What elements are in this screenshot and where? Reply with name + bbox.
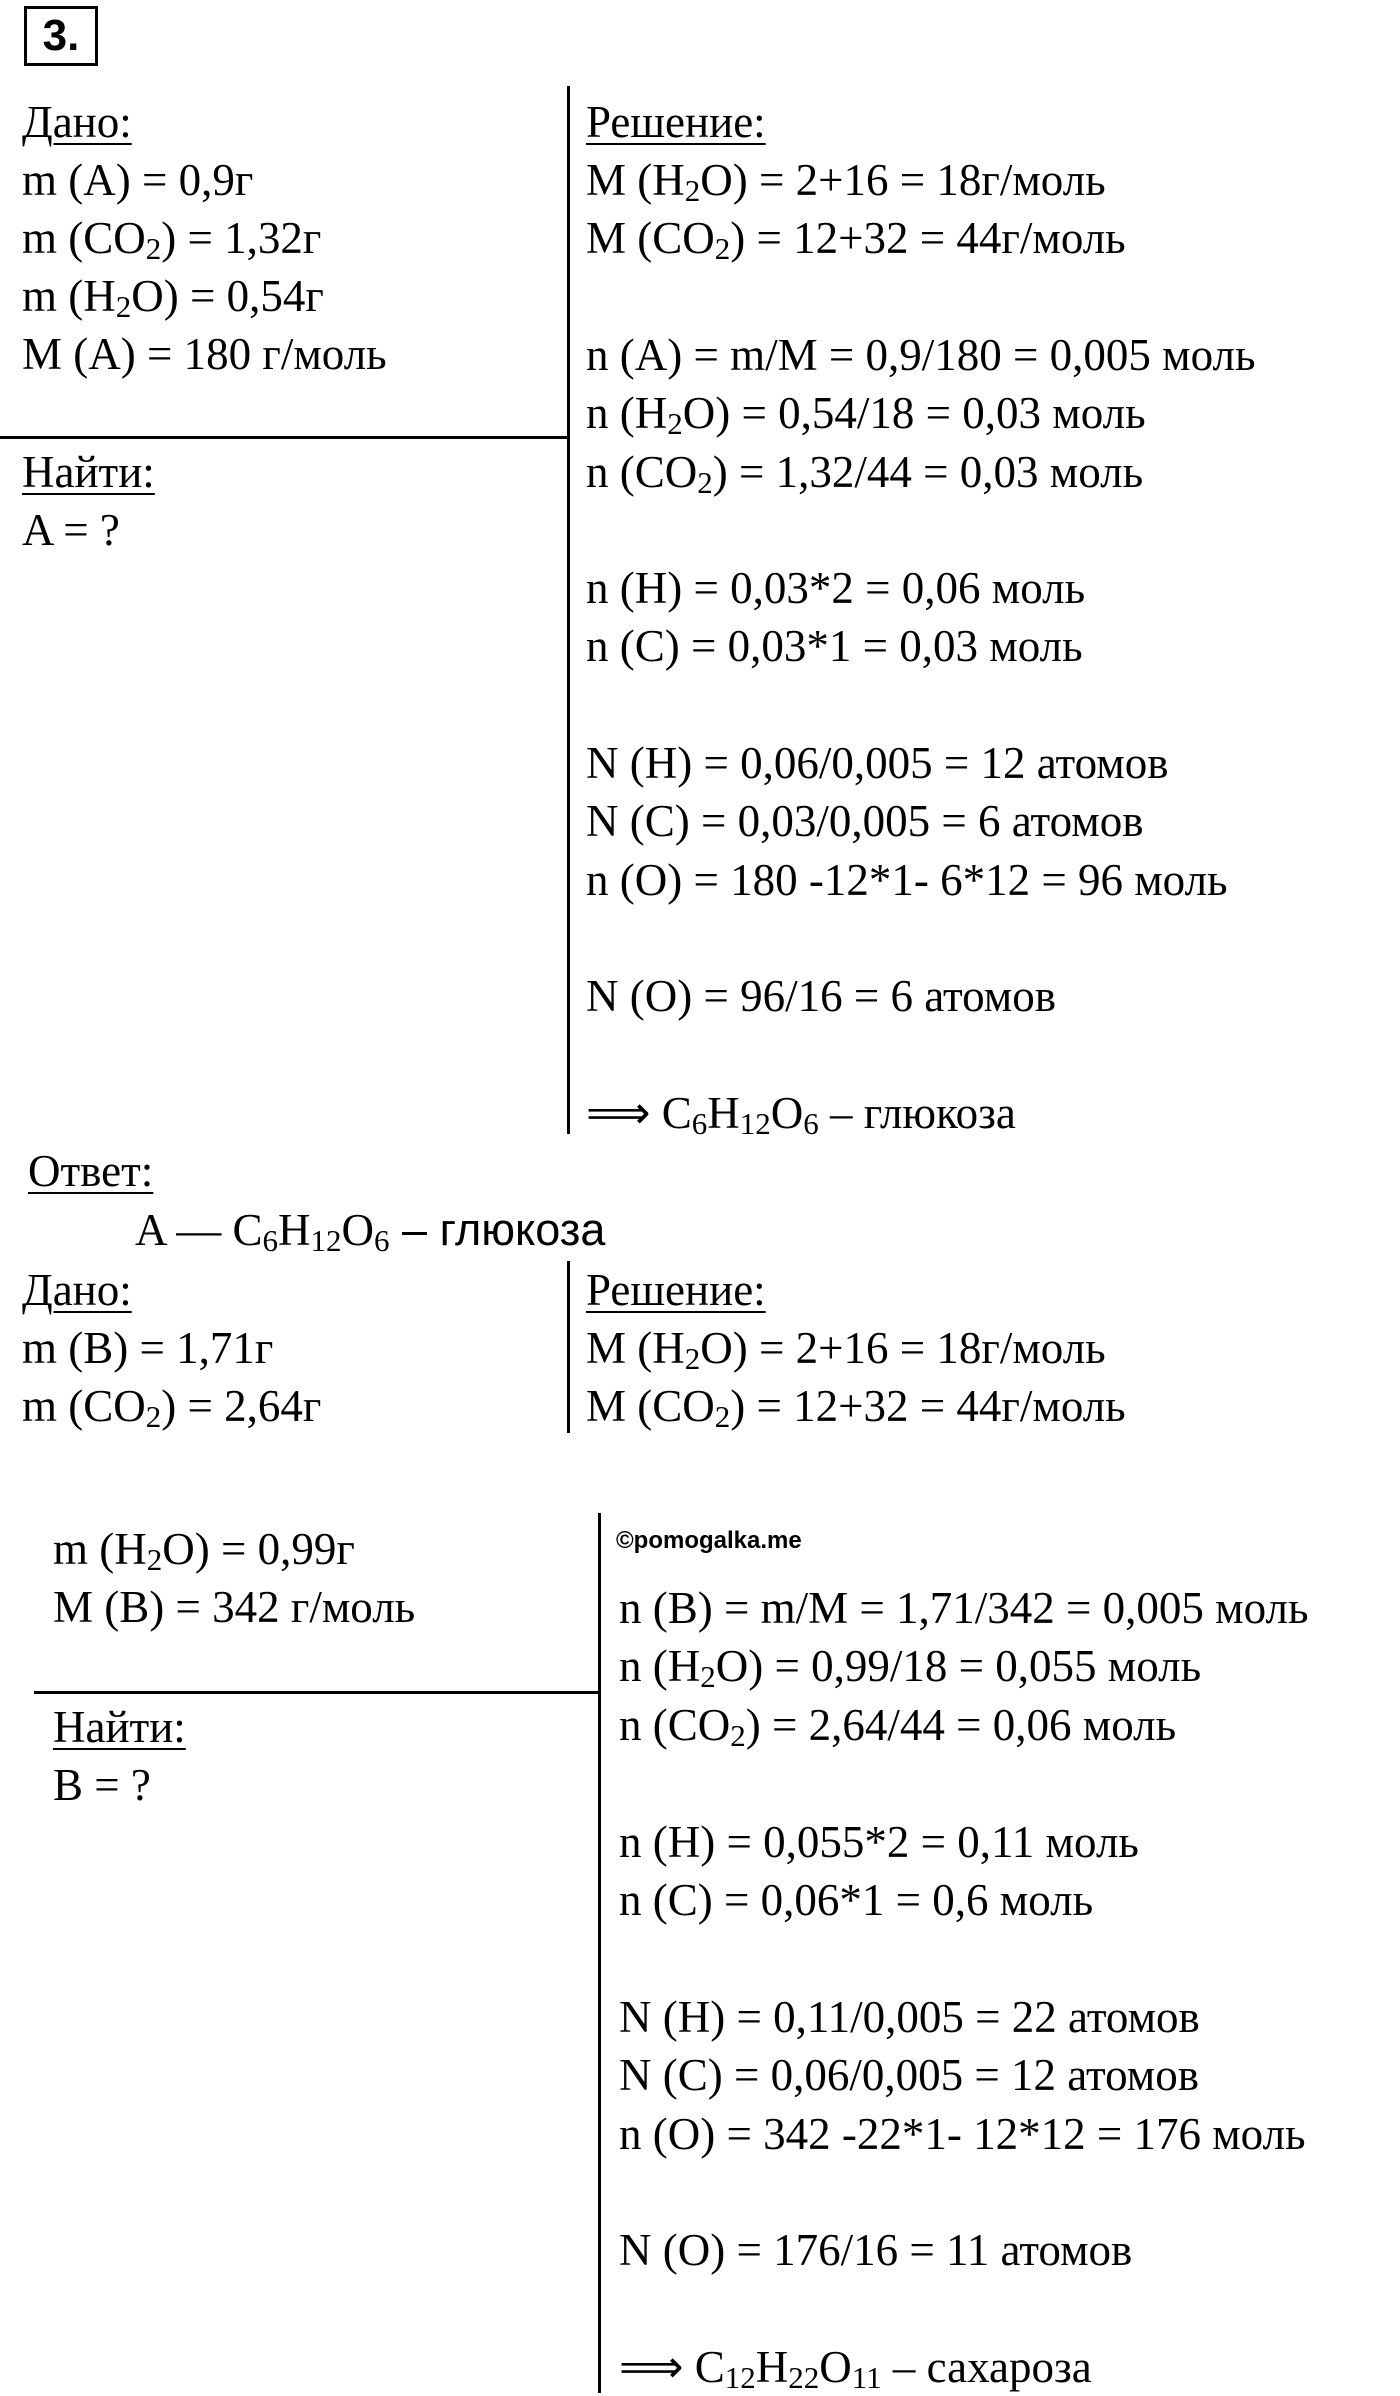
formula-line: n (H) = 0,055*2 = 0,11 моль <box>619 1816 1139 1867</box>
formula-line: n (CO2) = 2,64/44 = 0,06 моль <box>619 1699 1177 1753</box>
given-find-divider <box>0 436 567 439</box>
formula-line: ⟹ C12H22O11 – сахароза <box>619 2342 1092 2396</box>
formula-line: M (CO2) = 12+32 = 44г/моль <box>586 1381 1126 1434</box>
answer-header: Ответ: <box>28 1146 154 1196</box>
formula-line: N (H) = 0,06/0,005 = 12 атомов <box>586 738 1169 788</box>
formula-line: n (B) = m/M = 1,71/342 = 0,005 моль <box>619 1583 1309 1633</box>
formula-line: N (C) = 0,06/0,005 = 12 атомов <box>619 2050 1199 2101</box>
formula-line: m (CO2) = 2,64г <box>22 1381 322 1434</box>
find-header: Найти: <box>22 447 155 497</box>
find-value-2: B = ? <box>53 1760 151 1810</box>
formula-line: ⟹ C6H12O6 – глюкоза <box>586 1087 1016 1141</box>
solution-header-2: Решение: <box>586 1265 766 1315</box>
formula-line: M (H2O) = 2+16 = 18г/моль <box>586 1323 1106 1376</box>
formula-line: N (O) = 96/16 = 6 атомов <box>586 971 1056 1022</box>
solution-divider <box>567 86 570 1134</box>
solution-divider-2-top <box>567 1261 570 1433</box>
formula-line: n (O) = 342 -22*1- 12*12 = 176 моль <box>619 2108 1306 2159</box>
solution-header: Решение: <box>586 97 766 147</box>
formula-line: n (O) = 180 -12*1- 6*12 = 96 моль <box>586 854 1228 905</box>
formula-line: N (C) = 0,03/0,005 = 6 атомов <box>586 796 1144 847</box>
formula-line: n (H2O) = 0,54/18 = 0,03 моль <box>586 388 1146 442</box>
formula-line: m (CO2) = 1,32г <box>22 213 322 266</box>
solution-divider-2-bottom <box>598 1513 601 2393</box>
formula-line: n (H) = 0,03*2 = 0,06 моль <box>586 563 1086 614</box>
given-header-2: Дано: <box>22 1265 132 1315</box>
formula-line: m (H2O) = 0,99г <box>53 1524 355 1577</box>
find-value: A = ? <box>22 505 120 555</box>
answer-formula: A — C6H12O6 – глюкоза <box>135 1204 606 1258</box>
problem-number: 3. <box>24 6 98 66</box>
formula-line: m (B) = 1,71г <box>22 1323 274 1373</box>
formula-line: n (CO2) = 1,32/44 = 0,03 моль <box>586 446 1144 500</box>
formula-line: n (C) = 0,03*1 = 0,03 моль <box>586 621 1083 672</box>
formula-line: M (H2O) = 2+16 = 18г/моль <box>586 155 1106 208</box>
formula-line: n (A) = m/M = 0,9/180 = 0,005 моль <box>586 329 1256 380</box>
formula-line: m (A) = 0,9г <box>22 155 254 205</box>
formula-line: M (B) = 342 г/моль <box>53 1582 416 1632</box>
find-header-2: Найти: <box>53 1702 186 1752</box>
formula-line: n (H2O) = 0,99/18 = 0,055 моль <box>619 1641 1202 1695</box>
formula-line: n (C) = 0,06*1 = 0,6 моль <box>619 1875 1094 1925</box>
formula-line: N (H) = 0,11/0,005 = 22 атомов <box>619 1991 1200 2042</box>
formula-line: N (O) = 176/16 = 11 атомов <box>619 2225 1133 2276</box>
watermark: ©pomogalka.me <box>616 1527 802 1554</box>
formula-line: M (CO2) = 12+32 = 44г/моль <box>586 213 1126 267</box>
given-header: Дано: <box>22 97 132 147</box>
formula-line: m (H2O) = 0,54г <box>22 271 324 324</box>
formula-line: M (A) = 180 г/моль <box>22 329 387 379</box>
given-find-divider-2 <box>34 1691 600 1694</box>
